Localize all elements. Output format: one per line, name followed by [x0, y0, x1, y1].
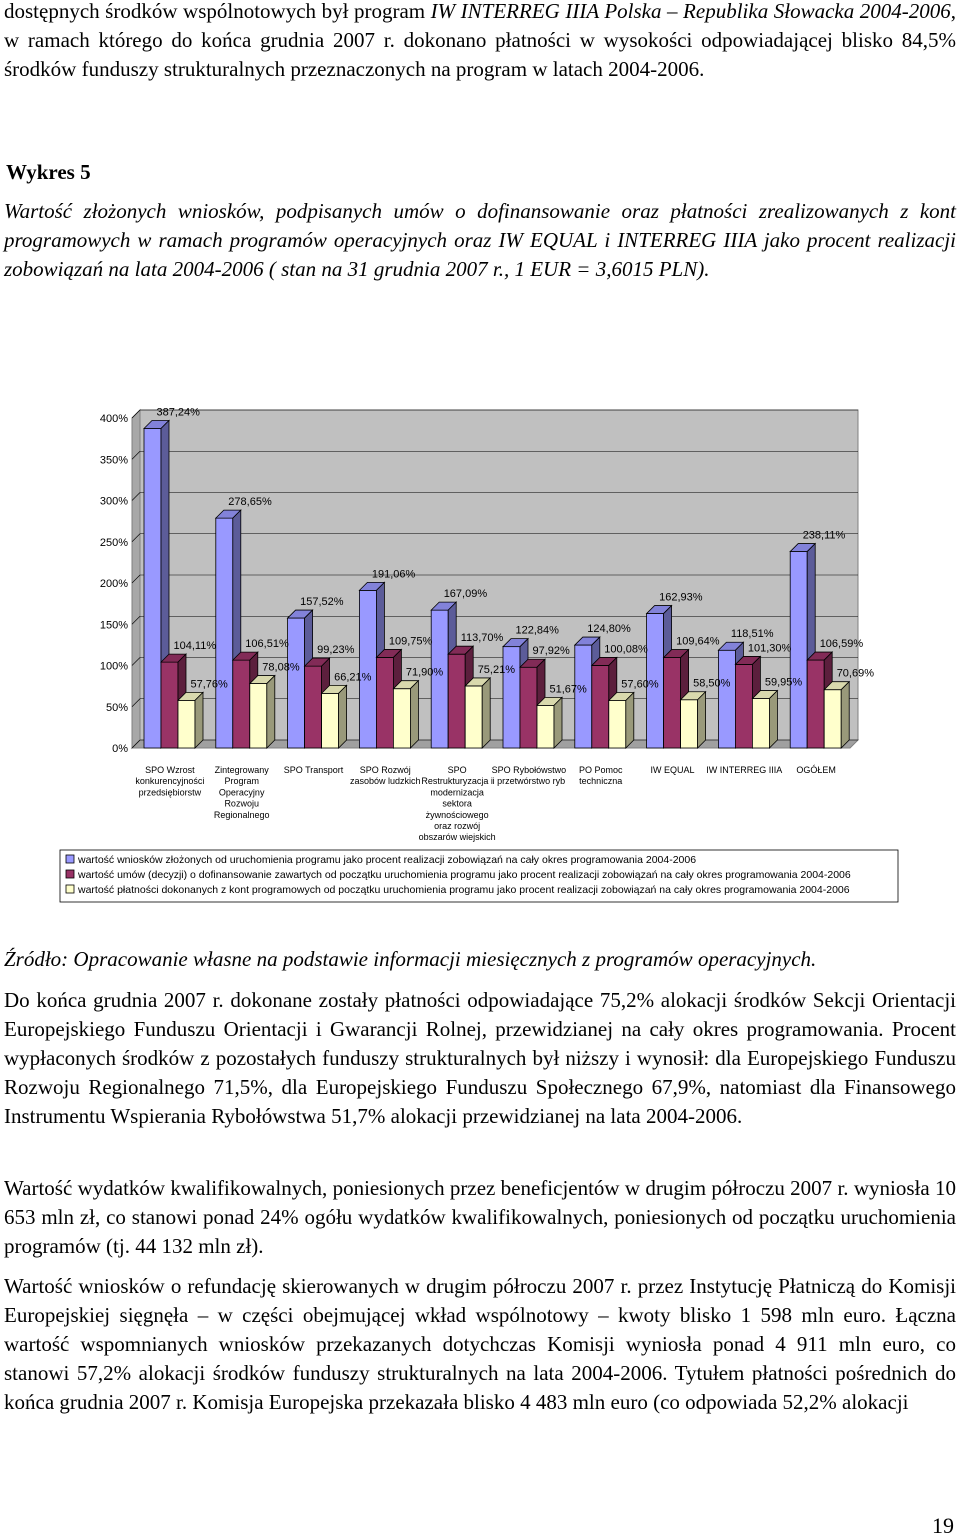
bar-front — [609, 700, 626, 748]
x-tick-line: Rozwoju — [224, 798, 259, 809]
data-label: 238,11% — [802, 529, 846, 542]
bar-front — [305, 666, 322, 748]
y-tick-label: 400% — [99, 413, 128, 425]
bar-side — [267, 676, 275, 748]
bar-front — [575, 645, 592, 748]
data-label: 387,24% — [156, 406, 200, 419]
legend-item-label: wartość wniosków złożonych od uruchomienia programu jako procent realizacji zobowiązań na cały okres programowania 2004-2006 — [78, 854, 697, 866]
bar-front — [592, 665, 609, 748]
y-axis — [100, 413, 128, 755]
bar-side — [769, 691, 777, 748]
data-label: 157,52% — [300, 596, 344, 609]
data-label: 109,75% — [388, 635, 433, 648]
bar-front — [718, 650, 735, 748]
x-tick-line: Program — [224, 776, 259, 787]
bar — [609, 692, 634, 748]
data-label: 122,84% — [515, 624, 559, 637]
x-tick-line: zasobów ludzkich — [350, 776, 421, 787]
y-tick-label: 100% — [99, 660, 128, 673]
bar-front — [465, 686, 482, 748]
y-tick-label: 300% — [99, 495, 128, 508]
data-label: 118,51% — [730, 628, 774, 641]
bar — [465, 678, 490, 748]
data-label: 97,92% — [532, 645, 570, 658]
bar-side — [410, 681, 418, 748]
x-tick-line: oraz rozwój — [434, 821, 481, 831]
data-label: 51,67% — [549, 683, 587, 696]
x-tick-line: przedsiębiorstw — [138, 787, 202, 798]
y-tick-label: 150% — [99, 619, 128, 632]
data-label: 71,90% — [405, 666, 444, 679]
bar-side — [195, 692, 203, 748]
data-label: 278,65% — [228, 496, 272, 509]
bar-side — [482, 678, 490, 748]
x-tick-line: modernizacja — [430, 787, 484, 798]
x-tick-line: SPO Rybołówstwo — [491, 765, 567, 775]
bar-front — [288, 618, 305, 748]
bar-side — [841, 682, 849, 748]
bar-side — [698, 692, 706, 748]
x-axis — [135, 765, 835, 842]
x-tick-line: SPO — [447, 765, 467, 775]
body-paragraph-3: Wartość wniosków o refundację skierowanych w drugim półroczu 2007 r. przez Instytucję Płatniczą do Komisji Europejskiej sięgnęła – w części obejmującej wkład wspólnotowy – kwoty blisko 1 598 mln euro. Łączna wartość wspomnianych wniosków przekazanych dotychczas Komisji wyniosła ponad 4 911 mln euro, co stanowi 57,2% alokacji środków funduszy strukturalnych na lata 2004-2006. Tytułem płatności pośrednich do końca grudnia 2007 r. Komisja Europejska przekazała blisko 4 483 mln euro (co odpowiada 52,2% alokacji — [4, 1274, 956, 1414]
x-tick-line: OGÓŁEM — [796, 765, 836, 775]
bar — [681, 692, 706, 748]
intro-program-name: IW INTERREG IIIA Polska – Republika Słowacka 2004-2006 — [430, 0, 951, 23]
intro-paragraph — [4, 0, 956, 84]
bar-front — [790, 552, 807, 748]
y-tick-label: 350% — [99, 454, 128, 467]
bar-front — [322, 693, 339, 748]
bar-front — [448, 654, 465, 748]
data-label: 59,95% — [764, 676, 803, 689]
bar-front — [681, 700, 698, 748]
bar-front — [376, 657, 393, 748]
data-label: 104,11% — [173, 640, 217, 653]
data-label: 113,70% — [460, 632, 504, 645]
x-tick-line: SPO Wzrost — [145, 765, 195, 775]
legend-item-label: wartość umów (decyzji) o dofinansowanie zawartych od początku uruchomienia programu jako procent realizacji zobowiązań na cały okres programowania 2004-2006 — [78, 869, 851, 881]
bar-side — [554, 697, 562, 748]
x-tick-line: techniczna — [579, 776, 623, 787]
data-label: 124,80% — [587, 623, 631, 636]
bar-chart — [0, 380, 960, 910]
body-paragraph-2: Wartość wydatków kwalifikowalnych, poniesionych przez beneficjentów w drugim półroczu 2007 r. wyniosła 10 653 mln zł, co stanowi ponad 24% ogółu wydatków kwalifikowalnych, poniesionych od początku uruchomienia programów (tj. 44 132 mln zł). — [4, 1176, 956, 1258]
data-label: 109,64% — [676, 635, 720, 648]
body-paragraph-1: Do końca grudnia 2007 r. dokonane zostały płatności odpowiadające 75,2% alokacji środków Sekcji Orientacji Europejskiego Funduszu Orientacji i Gwarancji Rolnej, przewidzianej na cały okres programowania. Procent wypłaconych środków z pozostałych funduszy strukturalnych był niższy i wynosił: dla Europejskiego Funduszu Rozwoju Regionalnego 71,5%, dla Europejskiego Funduszu Społecznego 67,9%, natomiast dla Finansowego Instrumentu Wspierania Rybołówstwa 51,7% alokacji przewidzianej na lata 2004-2006. — [4, 988, 956, 1128]
x-tick-line: Restrukturyzacja i — [421, 776, 493, 787]
bar-front — [807, 660, 824, 748]
data-label: 167,09% — [443, 588, 488, 601]
x-tick-line: IW INTERREG IIIA — [706, 765, 783, 775]
data-label: 106,51% — [245, 638, 289, 651]
bar — [393, 681, 418, 748]
x-tick-label — [796, 765, 836, 775]
x-tick-label — [579, 765, 623, 786]
y-tick-label: 200% — [99, 578, 128, 590]
x-tick-line: Operacyjny — [218, 787, 265, 798]
x-tick-line: SPO Rozwój — [359, 765, 411, 775]
data-label: 162,93% — [659, 591, 703, 604]
y-tick-label: 0% — [112, 743, 128, 755]
x-tick-line: Zintegrowany — [214, 765, 269, 775]
bar — [250, 676, 275, 748]
x-tick-label — [419, 765, 496, 842]
data-label: 57,76% — [190, 678, 228, 691]
y-tick-label: 250% — [99, 536, 128, 549]
data-label: 58,50% — [693, 677, 731, 690]
intro-text-start: dostępnych środków wspólnotowych był program — [4, 0, 431, 23]
data-label: 78,08% — [262, 661, 300, 674]
bar-side — [339, 685, 347, 748]
x-tick-label — [350, 765, 421, 786]
x-tick-line: konkurencyjności — [135, 776, 205, 787]
legend-swatch — [66, 855, 74, 863]
bar — [752, 691, 777, 748]
bar — [537, 697, 562, 748]
x-tick-line: SPO Transport — [283, 765, 344, 775]
bar — [322, 685, 347, 748]
data-label: 100,08% — [604, 643, 648, 656]
bar-front — [393, 689, 410, 748]
data-label: 106,59% — [819, 638, 864, 651]
x-tick-line: sektora — [442, 798, 472, 809]
bar-front — [161, 662, 178, 748]
bar-front — [216, 518, 233, 748]
bar-front — [250, 684, 267, 748]
data-label: 99,23% — [317, 644, 355, 657]
x-tick-line: Regionalnego — [213, 809, 270, 820]
data-label: 191,06% — [371, 568, 416, 581]
legend-swatch — [66, 885, 74, 893]
legend-item-label: wartość płatności dokonanych z kont programowych od początku uruchomienia programu jako procent realizacji zobowiązań na cały okres programowania 2004-2006 — [78, 884, 850, 896]
page-number: 19 — [932, 1513, 954, 1538]
bar — [178, 692, 203, 748]
data-label: 101,30% — [747, 642, 792, 655]
bar-front — [233, 660, 250, 748]
bar-front — [752, 699, 769, 748]
bar-front — [664, 658, 681, 748]
bar-front — [735, 664, 752, 748]
bar-front — [520, 667, 537, 748]
figure-label: Wykres 5 — [6, 160, 91, 184]
data-label: 66,21% — [334, 671, 372, 684]
x-tick-label — [284, 765, 344, 775]
x-tick-line: i przetwórstwo ryb — [492, 776, 566, 787]
bar-front — [503, 647, 520, 748]
bar-front — [824, 690, 841, 748]
x-tick-line: obszarów wiejskich — [418, 832, 496, 843]
bar-front — [144, 429, 161, 748]
x-tick-line: IW EQUAL — [650, 765, 695, 775]
x-tick-label — [650, 765, 694, 775]
chart-legend — [60, 850, 898, 902]
y-tick-label: 50% — [105, 701, 128, 714]
bar-front — [178, 700, 195, 748]
intro-text-rest: , w ramach którego do końca grudnia 2007 r. dokonano płatności w wysokości odpowiadającej blisko 84,5% środków funduszy strukturalnych przeznaczonych na program w latach 2004-2006. — [4, 0, 956, 81]
x-tick-line: żywnościowego — [425, 809, 489, 820]
bar-front — [359, 590, 376, 748]
legend-swatch — [66, 870, 74, 878]
x-tick-line: PO Pomoc — [578, 765, 623, 775]
bar — [824, 682, 849, 748]
data-label: 75,21% — [477, 663, 516, 676]
data-label: 70,69% — [836, 667, 875, 680]
figure-source: Źródło: Opracowanie własne na podstawie informacji miesięcznych z programów operacyjnych. — [4, 947, 817, 971]
bar-front — [537, 705, 554, 748]
x-tick-label — [706, 765, 782, 775]
bar-front — [431, 610, 448, 748]
figure-caption: Wartość złożonych wniosków, podpisanych umów o dofinansowanie oraz płatności zrealizowanych z kont programowych w ramach programów operacyjnych oraz IW EQUAL i INTERREG IIIA jako procent realizacji zobowiązań na lata 2004-2006 ( stan na 31 grudnia 2007 r., 1 EUR = 3,6015 PLN). — [4, 199, 956, 281]
bar-side — [626, 692, 634, 748]
x-tick-label — [135, 765, 204, 797]
x-tick-label — [214, 765, 270, 820]
data-label: 57,60% — [621, 678, 659, 691]
x-tick-label — [492, 765, 567, 786]
